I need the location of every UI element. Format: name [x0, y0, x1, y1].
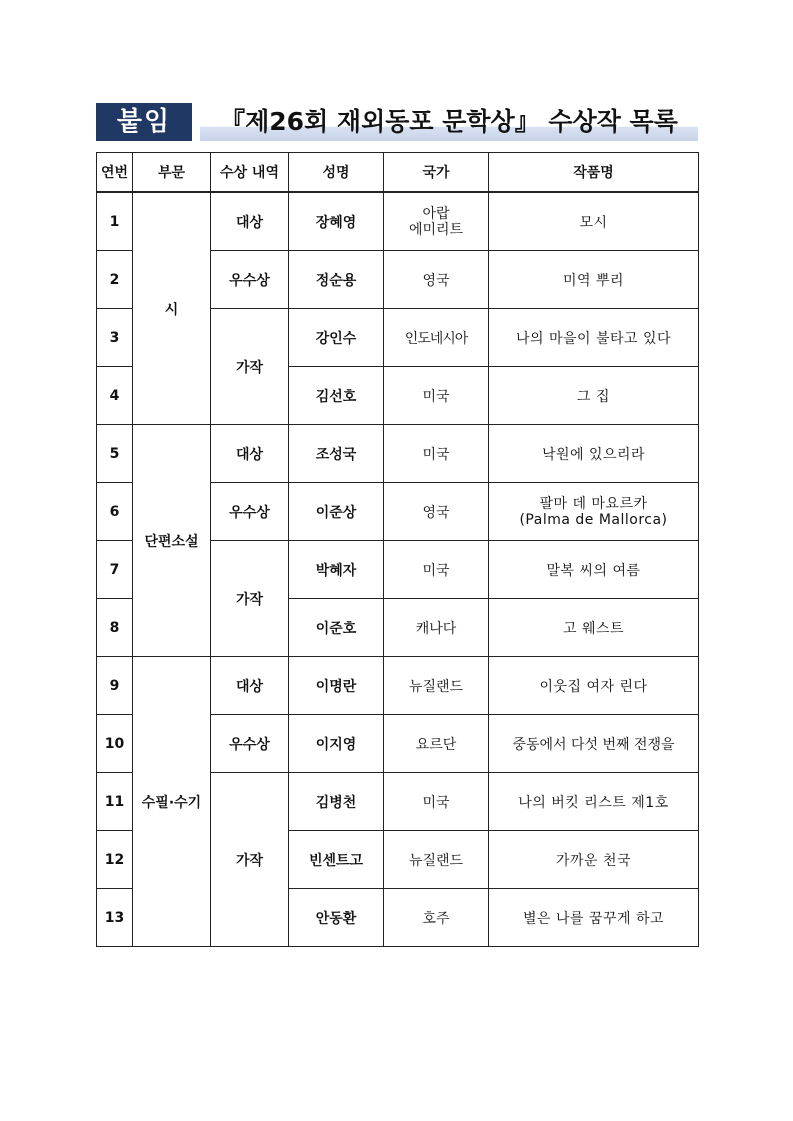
work-cell: 고 웨스트: [489, 599, 699, 657]
row-number: 9: [97, 657, 133, 715]
column-header-work: 작품명: [489, 153, 699, 193]
work-title-line: 팔마 데 마요르카: [539, 495, 648, 512]
award-cell: 대상: [211, 657, 289, 715]
row-number: 4: [97, 367, 133, 425]
country-cell: 캐나다: [384, 599, 489, 657]
award-table: [96, 152, 699, 947]
country-cell: [384, 192, 489, 251]
row-number: 1: [97, 192, 133, 251]
attachment-badge: 붙임: [96, 103, 192, 141]
work-cell: 중동에서 다섯 번째 전쟁을: [489, 715, 699, 773]
work-cell: 가까운 천국: [489, 831, 699, 889]
award-cell: 우수상: [211, 251, 289, 309]
row-number: 5: [97, 425, 133, 483]
country-cell: 미국: [384, 425, 489, 483]
column-header-country: 국가: [384, 153, 489, 193]
category-cell: 수필·수기: [133, 657, 211, 947]
award-cell: 대상: [211, 425, 289, 483]
country-cell: 미국: [384, 367, 489, 425]
country-cell: 호주: [384, 889, 489, 947]
column-header-award: 수상 내역: [211, 153, 289, 193]
award-cell: 대상: [211, 192, 289, 251]
row-number: 7: [97, 541, 133, 599]
name-cell: 김선호: [289, 367, 384, 425]
work-cell: 모시: [489, 192, 699, 251]
column-header-no: 연번: [97, 153, 133, 193]
award-cell: 가작: [211, 541, 289, 657]
row-number: 8: [97, 599, 133, 657]
work-cell: 나의 마을이 불타고 있다: [489, 309, 699, 367]
country-cell: 영국: [384, 483, 489, 541]
name-cell: 이지영: [289, 715, 384, 773]
name-cell: 이명란: [289, 657, 384, 715]
row-number: 3: [97, 309, 133, 367]
work-cell: 별은 나를 꿈꾸게 하고: [489, 889, 699, 947]
name-cell: 강인수: [289, 309, 384, 367]
work-cell: 나의 버킷 리스트 제1호: [489, 773, 699, 831]
award-cell: 우수상: [211, 715, 289, 773]
table-row: [97, 657, 699, 715]
country-cell: 뉴질랜드: [384, 831, 489, 889]
name-cell: 안동환: [289, 889, 384, 947]
country-cell: 미국: [384, 773, 489, 831]
table-header-row: [97, 153, 699, 193]
row-number: 2: [97, 251, 133, 309]
document-title: 『제26회 재외동포 문학상』 수상작 목록: [220, 107, 678, 136]
country-cell: 인도네시아: [384, 309, 489, 367]
work-cell: 그 집: [489, 367, 699, 425]
category-cell: 단편소설: [133, 425, 211, 657]
name-cell: 박혜자: [289, 541, 384, 599]
country-line: 아랍: [422, 205, 450, 222]
row-number: 13: [97, 889, 133, 947]
table-row: [97, 425, 699, 483]
name-cell: 이준상: [289, 483, 384, 541]
country-line: 에미리트: [408, 221, 464, 238]
row-number: 12: [97, 831, 133, 889]
name-cell: 빈센트고: [289, 831, 384, 889]
work-cell: 미역 뿌리: [489, 251, 699, 309]
column-header-name: 성명: [289, 153, 384, 193]
column-header-category: 부문: [133, 153, 211, 193]
work-cell: 이웃집 여자 린다: [489, 657, 699, 715]
name-cell: 김병천: [289, 773, 384, 831]
work-cell: 낙원에 있으리라: [489, 425, 699, 483]
country-cell: 요르단: [384, 715, 489, 773]
name-cell: 장혜영: [289, 192, 384, 251]
title-banner: [200, 103, 698, 141]
row-number: 6: [97, 483, 133, 541]
award-cell: 가작: [211, 309, 289, 425]
country-cell: 뉴질랜드: [384, 657, 489, 715]
work-title-line: (Palma de Mallorca): [519, 511, 668, 528]
work-cell: 말복 씨의 여름: [489, 541, 699, 599]
document-header: [96, 103, 698, 141]
award-cell: 가작: [211, 773, 289, 947]
row-number: 10: [97, 715, 133, 773]
name-cell: 정순용: [289, 251, 384, 309]
country-cell: 미국: [384, 541, 489, 599]
table-row: [97, 192, 699, 251]
row-number: 11: [97, 773, 133, 831]
category-cell: 시: [133, 192, 211, 425]
work-cell: [489, 483, 699, 541]
name-cell: 이준호: [289, 599, 384, 657]
country-cell: 영국: [384, 251, 489, 309]
name-cell: 조성국: [289, 425, 384, 483]
award-cell: 우수상: [211, 483, 289, 541]
